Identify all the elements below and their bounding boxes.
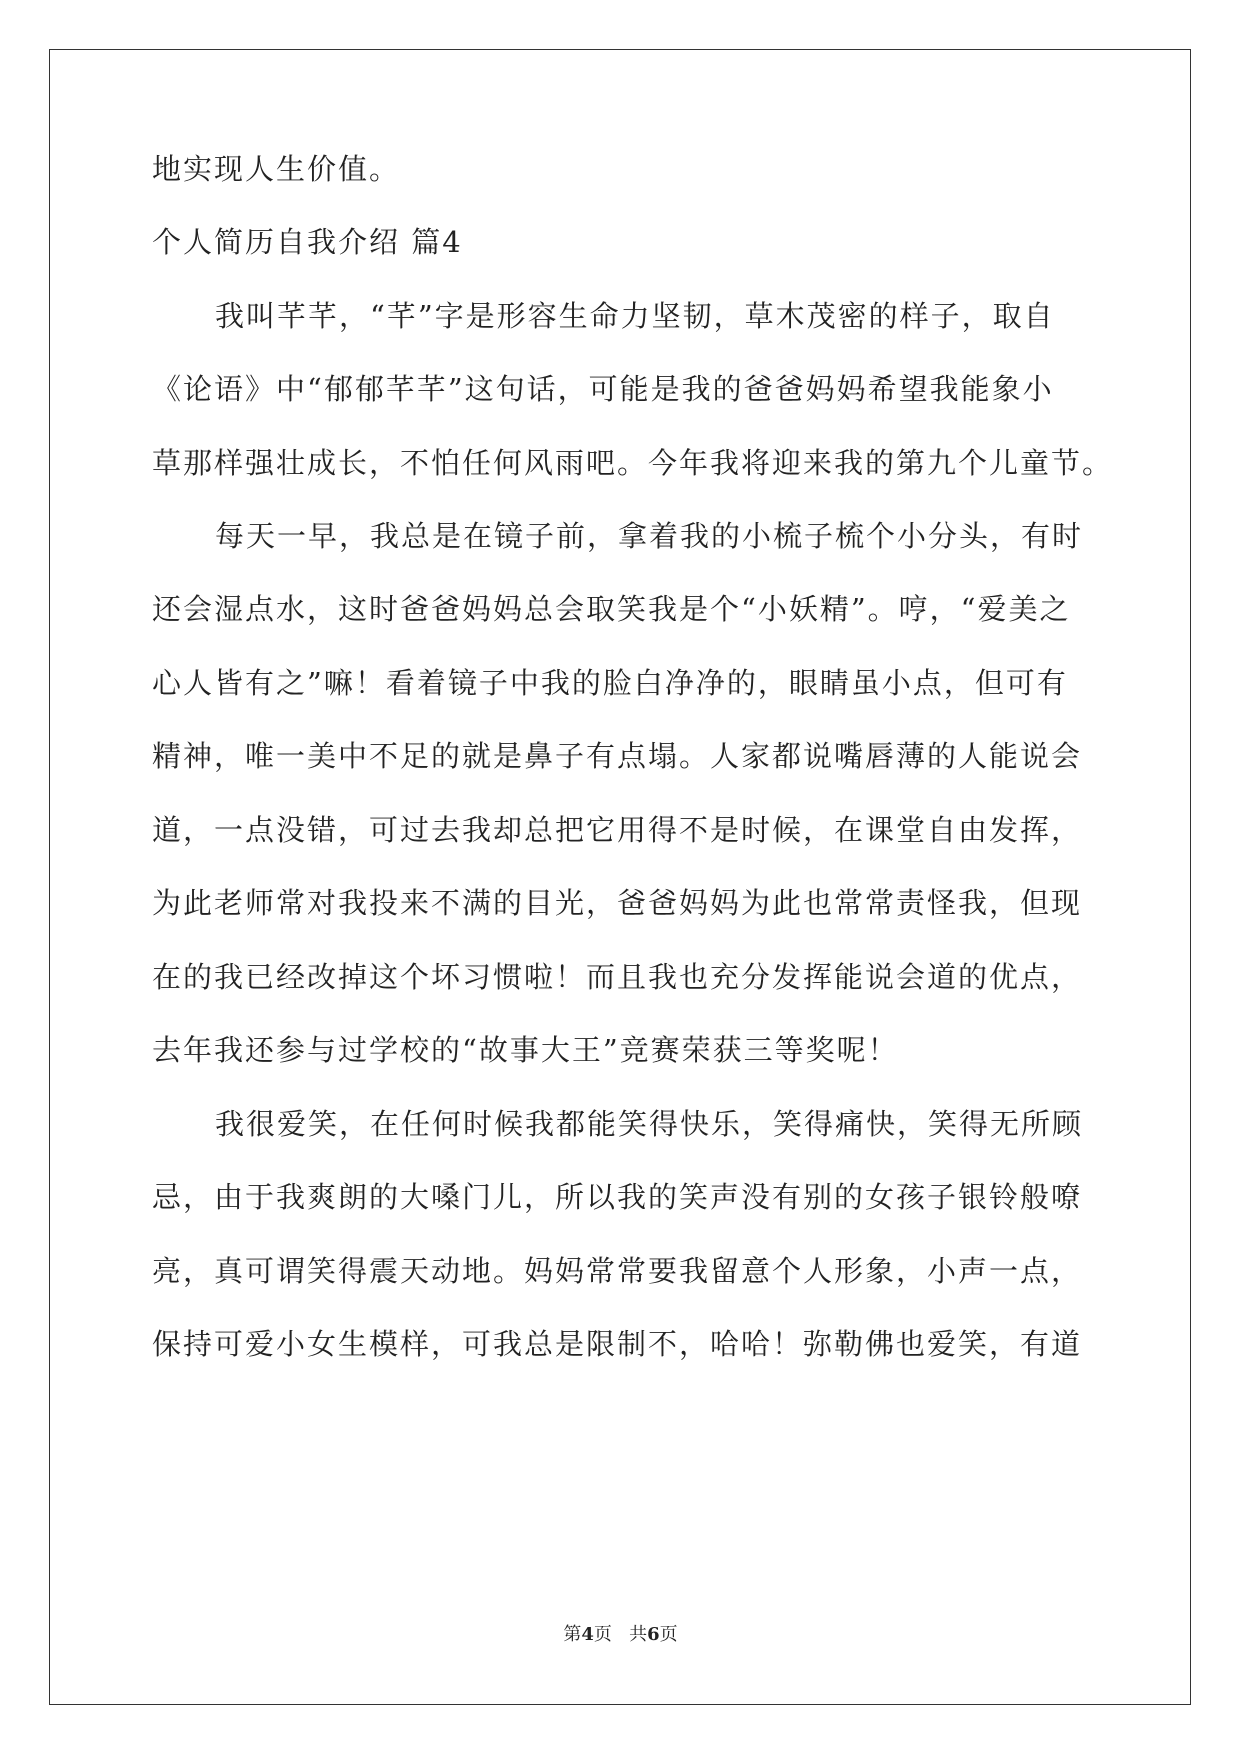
footer-total-prefix: 共 [629,1624,648,1645]
paragraph-2-line-1: 每天一早，我总是在镜子前，拿着我的小梳子梳个小分头，有时 [215,519,1084,553]
paragraph-2-line-5: 道，一点没错，可过去我却总把它用得不是时候，在课堂自由发挥， [152,813,1083,847]
section-heading: 个人简历自我介绍 篇4 [152,225,463,259]
footer-page-unit: 页 [593,1624,612,1645]
paragraph-1-line-2: 《论语》中“郁郁芊芊”这句话，可能是我的爸爸妈妈希望我能象小 [152,372,1054,406]
paragraph-2-line-4: 精神，唯一美中不足的就是鼻子有点塌。人家都说嘴唇薄的人能说会 [152,739,1083,773]
paragraph-2-line-6: 为此老师常对我投来不满的目光，爸爸妈妈为此也常常责怪我，但现 [152,886,1083,920]
paragraph-2-line-7: 在的我已经改掉这个坏习惯啦！而且我也充分发挥能说会道的优点， [152,960,1083,994]
total-page-number: 6 [647,1624,660,1645]
paragraph-1-line-3: 草那样强壮成长，不怕任何风雨吧。今年我将迎来我的第九个儿童节。 [152,446,1114,480]
paragraph-1-line-1: 我叫芊芊，“芊”字是形容生命力坚韧，草木茂密的样子，取自 [215,299,1055,333]
body-line-1: 地实现人生价值。 [152,152,401,186]
paragraph-2-line-3: 心人皆有之”嘛！看着镜子中我的脸白净净的，眼睛虽小点，但可有 [152,666,1068,700]
current-page-number: 4 [581,1624,594,1645]
page-footer [0,1623,1241,1647]
footer-total-unit: 页 [659,1624,678,1645]
paragraph-3-line-3: 亮，真可谓笑得震天动地。妈妈常常要我留意个人形象，小声一点， [152,1254,1083,1288]
paragraph-3-line-2: 忌，由于我爽朗的大嗓门儿，所以我的笑声没有别的女孩子银铃般嘹 [152,1180,1083,1214]
paragraph-3-line-1: 我很爱笑，在任何时候我都能笑得快乐，笑得痛快，笑得无所顾 [215,1107,1084,1141]
paragraph-3-line-4: 保持可爱小女生模样，可我总是限制不，哈哈！弥勒佛也爱笑，有道 [152,1327,1083,1361]
paragraph-2-line-2: 还会湿点水，这时爸爸妈妈总会取笑我是个“小妖精”。哼，“爱美之 [152,592,1071,626]
footer-prefix: 第 [563,1624,582,1645]
paragraph-2-line-8: 去年我还参与过学校的“故事大王”竞赛荣获三等奖呢！ [152,1033,899,1067]
